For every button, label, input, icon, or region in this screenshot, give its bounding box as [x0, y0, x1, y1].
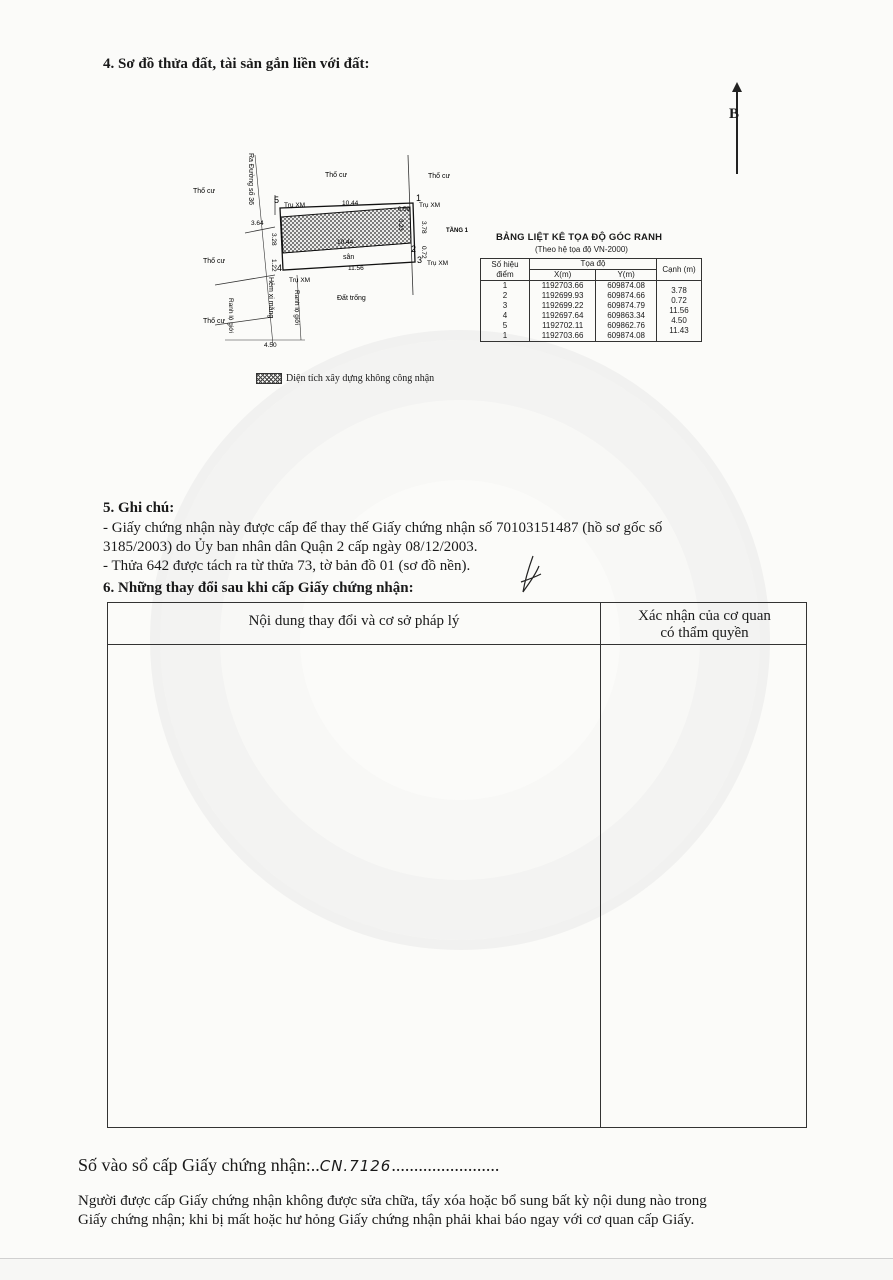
tho-cu-mid-left: Thổ cư [203, 258, 226, 265]
row-y: 609874.08 [607, 331, 646, 340]
coord-table-subtitle: (Theo hệ tọa độ VN-2000) [535, 245, 628, 254]
registry-value: CN.7126 [319, 1157, 392, 1175]
changes-col-approval [601, 608, 808, 642]
tru-xm-3: Trụ XM [427, 260, 449, 267]
header-coord: Tọa độ [530, 259, 657, 270]
tru-xm-4: Trụ XM [289, 277, 311, 284]
row-x: 1192697.64 [541, 311, 584, 320]
registry-label: Số vào sổ cấp Giấy chứng nhận: [78, 1155, 311, 1175]
section4-heading: 4. Sơ đồ thửa đất, tài sản gắn liền với đất: [103, 56, 370, 72]
header-y: Y(m) [596, 270, 657, 281]
tru-xm-5: Trụ XM [284, 202, 306, 209]
row-y: 609874.08 [607, 281, 646, 290]
edge-value: 11.56 [669, 306, 689, 315]
footer-line-2: Giấy chứng nhận; khi bị mất hoặc hư hỏng Giấy chứng nhận phải khai báo ngay với cơ quan cấp Giấy. [78, 1212, 695, 1228]
row-pt: 3 [502, 301, 508, 310]
row-x: 1192702.11 [542, 321, 584, 330]
row-y: 609862.76 [607, 321, 646, 330]
dim-right-inner: 3.23 [397, 219, 403, 231]
edge-value: 11.43 [669, 326, 689, 335]
land-plot-map [185, 135, 485, 360]
row-pt: 1 [502, 281, 508, 290]
dim-left-upper: 3.64 [251, 220, 264, 227]
row-pt: 4 [502, 311, 508, 320]
unrecognized-building-area [281, 207, 411, 253]
tho-cu-bottom-left: Thổ cư [203, 318, 226, 325]
footer-notice [78, 1192, 838, 1230]
dim-inner-bottom: 10.44 [337, 239, 354, 246]
north-label: B [729, 106, 740, 122]
point-1: 1 [416, 193, 422, 203]
row-pt: 5 [502, 321, 508, 330]
point-2: 2 [411, 244, 417, 254]
row-pt: 2 [502, 291, 508, 300]
dim-left-mid: 3.28 [270, 233, 277, 246]
registry-dots-after: ........................ [391, 1155, 500, 1175]
dim-top-inner: 0.59 [398, 207, 410, 213]
dim-left-lower: 1.22 [270, 259, 277, 272]
hem-label: Hẻm xi măng [267, 277, 274, 319]
point-4: 4 [277, 263, 283, 273]
row-x: 1192699.93 [541, 291, 584, 300]
tho-cu-top-right: Thổ cư [428, 173, 451, 180]
dim-bottom-width: 4.50 [264, 342, 277, 349]
header-x: X(m) [530, 270, 596, 281]
approval-line-1: Xác nhận của cơ quan [638, 608, 771, 624]
note-line-2: 3185/2003) do Ủy ban nhân dân Quận 2 cấp ngày 08/12/2003. [103, 539, 478, 555]
row-pt: 1 [502, 331, 508, 340]
row-y: 609874.66 [607, 291, 646, 300]
changes-table [107, 602, 807, 1128]
edge-value: 0.72 [671, 296, 687, 305]
note-line-3: - Thửa 642 được tách ra từ thửa 73, tờ bản đồ 01 (sơ đồ nền). [103, 558, 471, 574]
dim-top: 10.44 [342, 200, 359, 207]
row-x: 1192703.66 [541, 331, 584, 340]
san-label: sân [343, 254, 355, 261]
row-x: 1192703.66 [541, 281, 584, 290]
ranh-lo-gioi-2: Ranh lộ giới [227, 298, 234, 333]
edge-value: 4.50 [671, 316, 687, 325]
row-x: 1192699.22 [541, 301, 584, 310]
initials-mark-icon [515, 552, 545, 597]
coord-table-title: BẢNG LIỆT KÊ TỌA ĐỘ GÓC RANH [496, 232, 663, 243]
edge-value: 3.78 [671, 286, 687, 295]
registry-number [78, 1155, 499, 1176]
road-label: Ra Đường số 36 [247, 153, 254, 206]
point-3: 3 [417, 255, 423, 265]
approval-line-2: có thẩm quyền [660, 625, 749, 641]
tho-cu-top-left: Thổ cư [193, 188, 216, 195]
coord-table [480, 258, 702, 342]
point-5: 5 [274, 195, 280, 205]
changes-col-content: Nội dung thay đổi và cơ sở pháp lý [248, 613, 460, 629]
tru-xm-1: Trụ XM [419, 202, 441, 209]
row-y: 609874.79 [607, 301, 646, 310]
dim-right-lower: 0.72 [420, 246, 427, 259]
dat-trong-label: Đất trống [337, 295, 366, 302]
dim-bottom: 11.56 [348, 265, 364, 272]
tang-label: TẦNG 1 [446, 228, 469, 234]
header-point: Số hiệu điểm [481, 259, 530, 281]
row-y: 609863.34 [607, 311, 646, 320]
legend-text: Diện tích xây dựng không công nhận [286, 373, 435, 384]
dim-right-upper: 3.78 [420, 221, 427, 234]
section5-heading: 5. Ghi chú: [103, 500, 175, 516]
section6-heading: 6. Những thay đổi sau khi cấp Giấy chứng nhận: [103, 580, 414, 596]
registry-dots: .. [310, 1155, 320, 1175]
legend-hatch-swatch [256, 373, 282, 384]
footer-line-1: Người được cấp Giấy chứng nhận không được sửa chữa, tẩy xóa hoặc bổ sung bất kỳ nội dung nào trong [78, 1193, 707, 1209]
north-arrow-icon [731, 80, 743, 175]
ranh-lo-gioi-1: Ranh lộ giới [293, 290, 300, 325]
tho-cu-top-mid: Thổ cư [325, 172, 348, 179]
header-edge: Cạnh (m) [657, 259, 702, 281]
note-line-1: - Giấy chứng nhận này được cấp để thay thế Giấy chứng nhận số 70103151487 (hồ sơ gốc số [103, 520, 663, 536]
